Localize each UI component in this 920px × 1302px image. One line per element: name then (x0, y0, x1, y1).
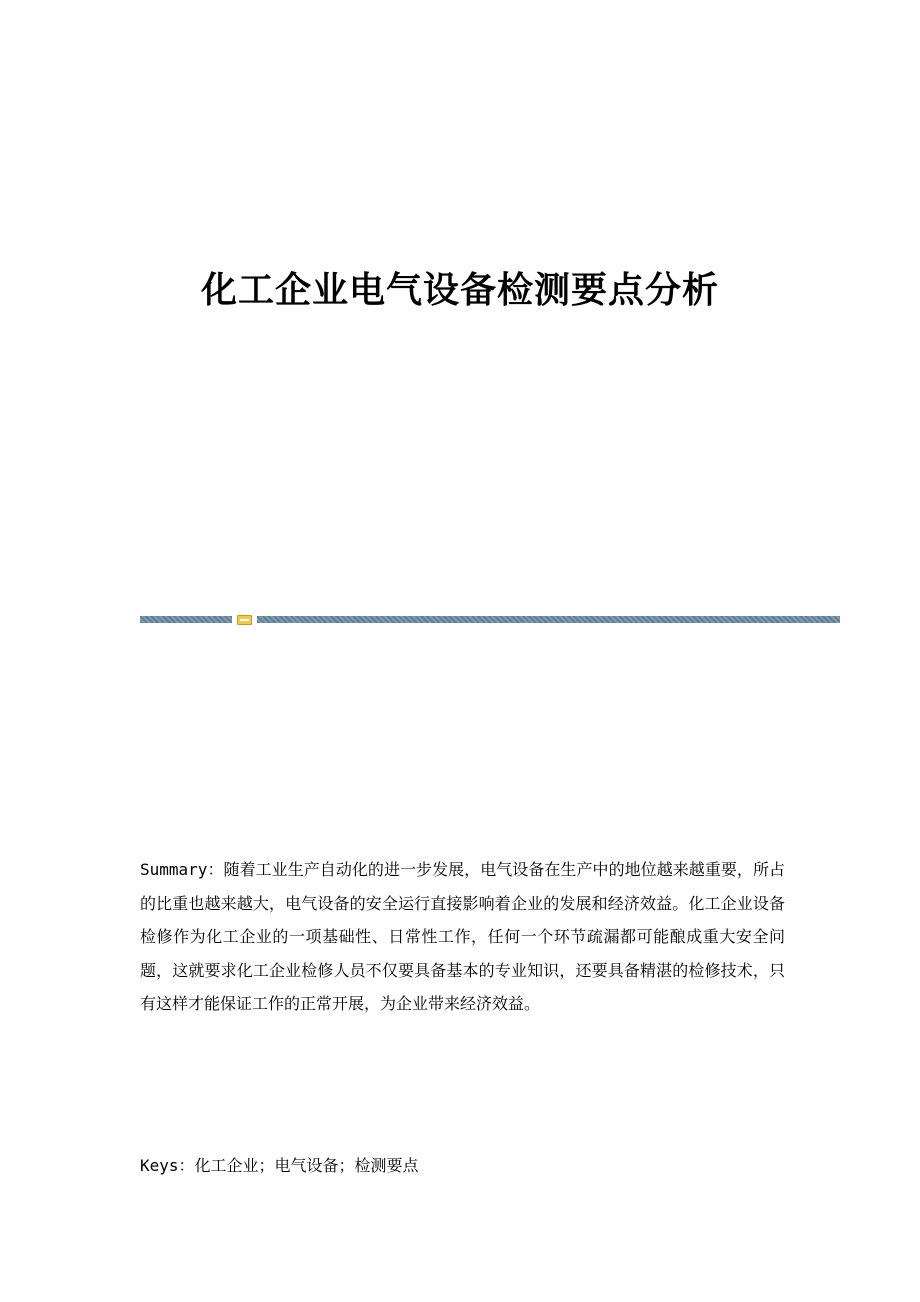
section-divider (140, 615, 840, 625)
page-title: 化工企业电气设备检测要点分析 (200, 269, 719, 311)
summary-text: 随着工业生产自动化的进一步发展，电气设备在生产中的地位越来越重要，所占的比重也越来越大，电气设备的安全运行直接影响着企业的发展和经济效益。化工企业设备检修作为化工企业的一项基础性、日常性工作，任何一个环节疏漏都可能酿成重大安全问题，这就要求化工企业检修人员不仅要具备基本的专业知识，还要具备精湛的检修技术，只有这样才能保证工作的正常开展，为企业带来经济效益。 (140, 860, 785, 1013)
keywords-line (140, 1149, 785, 1183)
divider-bar-right (257, 616, 840, 623)
divider-bar-left (140, 616, 232, 623)
keys-label: Keys： (140, 1156, 195, 1175)
keys-text: 化工企业；电气设备；检测要点 (194, 1156, 419, 1175)
summary-label: Summary： (140, 860, 224, 879)
summary-paragraph (140, 853, 785, 1021)
divider-ornament-icon (237, 615, 252, 625)
